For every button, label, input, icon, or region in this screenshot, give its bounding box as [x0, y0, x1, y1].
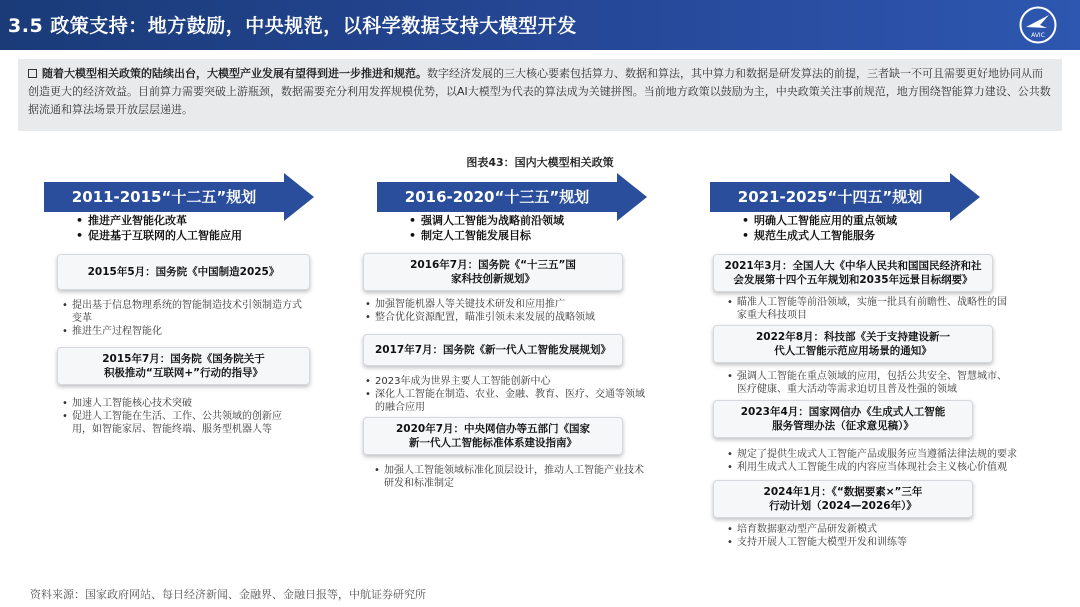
policy-title: 2022年8月：科技部《关于支持建设新一代人工智能示范应用场景的通知》 — [755, 331, 951, 357]
policy-box — [713, 325, 993, 363]
intro-bold: 随着大模型相关政策的陆续出台，大模型产业发展有望得到进一步推进和规范。 — [42, 67, 427, 80]
policy-bullet: • 促进人工智能在生活、工作、公共领域的创新应用，如智能家居、智能终端、服务型机器人等 — [60, 410, 290, 436]
policy-box — [363, 253, 623, 291]
policy-title: 2015年7月：国务院《国务院关于积极推动“互联网+”行动的指导》 — [102, 353, 265, 379]
avic-logo-icon — [1019, 6, 1057, 44]
policy-box — [363, 417, 623, 455]
policy-bullet: • 培育数据驱动型产品研发新模式 — [725, 523, 1010, 536]
policy-bullets — [725, 296, 1010, 322]
goals-list-1 — [76, 213, 306, 243]
policy-title: 2020年7月：中央网信办等五部门《国家新一代人工智能标准体系建设指南》 — [395, 423, 591, 449]
policy-bullets — [60, 397, 290, 436]
policy-box — [713, 480, 973, 518]
policy-box — [713, 254, 993, 292]
goals-list-2 — [409, 213, 639, 243]
square-bullet-icon — [28, 69, 37, 78]
policy-bullet: • 支持开展人工智能大模型开发和训练等 — [725, 536, 1010, 549]
policy-box — [57, 347, 310, 385]
header-bar — [0, 0, 1080, 50]
policy-bullet: • 2023年成为世界主要人工智能创新中心 — [363, 375, 653, 388]
goal-item: • 促进基于互联网的人工智能应用 — [76, 228, 306, 243]
policy-bullet: • 整合优化资源配置，瞄准引领未来发展的战略领域 — [363, 311, 653, 324]
policy-bullets — [372, 464, 647, 490]
policy-bullet: • 利用生成式人工智能生成的内容应当体现社会主义核心价值观 — [725, 461, 1065, 474]
intro-text: 数字经济发展的三大核心要素包括算力、数据和算法，其中算力和数据是研发算法的前提，三者缺一不可且需要更好地协同从而创造更大的经济效益。目前算力需要突破上游瓶颈，数据需要充分利用发挥规模优势，以AI大模型为代表的算法成为关键拼图。当前地方政策以鼓励为主，中央政策关注事前规范，地方围绕智能算力建设、公共数据流通和算法场景开放层层递进。 — [28, 67, 1051, 116]
goals-list-3 — [742, 213, 972, 243]
svg-text:AVIC: AVIC — [1031, 32, 1045, 39]
policy-bullet: • 加强智能机器人等关键技术研发和应用推广 — [363, 298, 653, 311]
policy-bullet: • 规定了提供生成式人工智能产品或服务应当遵循法律法规的要求 — [725, 448, 1065, 461]
policy-bullets — [725, 523, 1010, 549]
page-title: 3.5 政策支持：地方鼓励，中央规范，以科学数据支持大模型开发 — [8, 15, 577, 37]
source-note: 资料来源：国家政府网站、每日经济新闻、金融界、金融日报等，中航证券研究所 — [30, 588, 426, 601]
policy-bullet: • 强调人工智能在重点领域的应用，包括公共安全、智慧城市、医疗健康、重大活动等需求迫切且普及性强的领域 — [725, 370, 1010, 396]
period-label: 2016-2020“十三五”规划 — [404, 188, 590, 206]
policy-box: 2017年7月：国务院《新一代人工智能发展规划》 — [363, 334, 623, 366]
policy-title: 2021年3月：全国人大《中华人民共和国国民经济和社会发展第十四个五年规划和2035年远景目标纲要》 — [724, 260, 982, 286]
policy-title: 2024年1月：《“数据要素×”三年行动计划（2024—2026年）》 — [763, 486, 923, 512]
policy-bullets — [363, 375, 653, 414]
period-label: 2021-2025“十四五”规划 — [737, 188, 923, 206]
policy-bullets — [60, 299, 310, 338]
policy-bullet: • 推进生产过程智能化 — [60, 325, 310, 338]
policy-bullets — [363, 298, 653, 324]
period-label: 2011-2015“十二五”规划 — [71, 188, 257, 206]
goal-item: • 明确人工智能应用的重点领域 — [742, 213, 972, 228]
policy-box — [713, 400, 973, 438]
intro-summary — [18, 59, 1062, 131]
figure-title: 图表43：国内大模型相关政策 — [466, 156, 614, 169]
goal-item: • 规范生成式人工智能服务 — [742, 228, 972, 243]
policy-title: 2016年7月：国务院《“十三五”国家科技创新规划》 — [410, 259, 576, 285]
policy-title: 2023年4月：国家网信办《生成式人工智能服务管理办法（征求意见稿）》 — [740, 406, 946, 432]
policy-bullets — [725, 448, 1065, 474]
policy-bullets — [725, 370, 1010, 396]
goal-item: • 制定人工智能发展目标 — [409, 228, 639, 243]
policy-bullet: • 提出基于信息物理系统的智能制造技术引领制造方式变革 — [60, 299, 310, 325]
policy-bullet: • 加速人工智能核心技术突破 — [60, 397, 290, 410]
policy-bullet: • 瞄准人工智能等前沿领域，实施一批具有前瞻性、战略性的国家重大科技项目 — [725, 296, 1010, 322]
goal-item: • 推进产业智能化改革 — [76, 213, 306, 228]
goal-item: • 强调人工智能为战略前沿领域 — [409, 213, 639, 228]
policy-bullet: • 加强人工智能领域标准化顶层设计，推动人工智能产业技术研发和标准制定 — [372, 464, 647, 490]
policy-bullet: • 深化人工智能在制造、农业、金融、教育、医疗、交通等领域的融合应用 — [363, 388, 653, 414]
policy-box: 2015年5月：国务院《中国制造2025》 — [57, 254, 310, 290]
